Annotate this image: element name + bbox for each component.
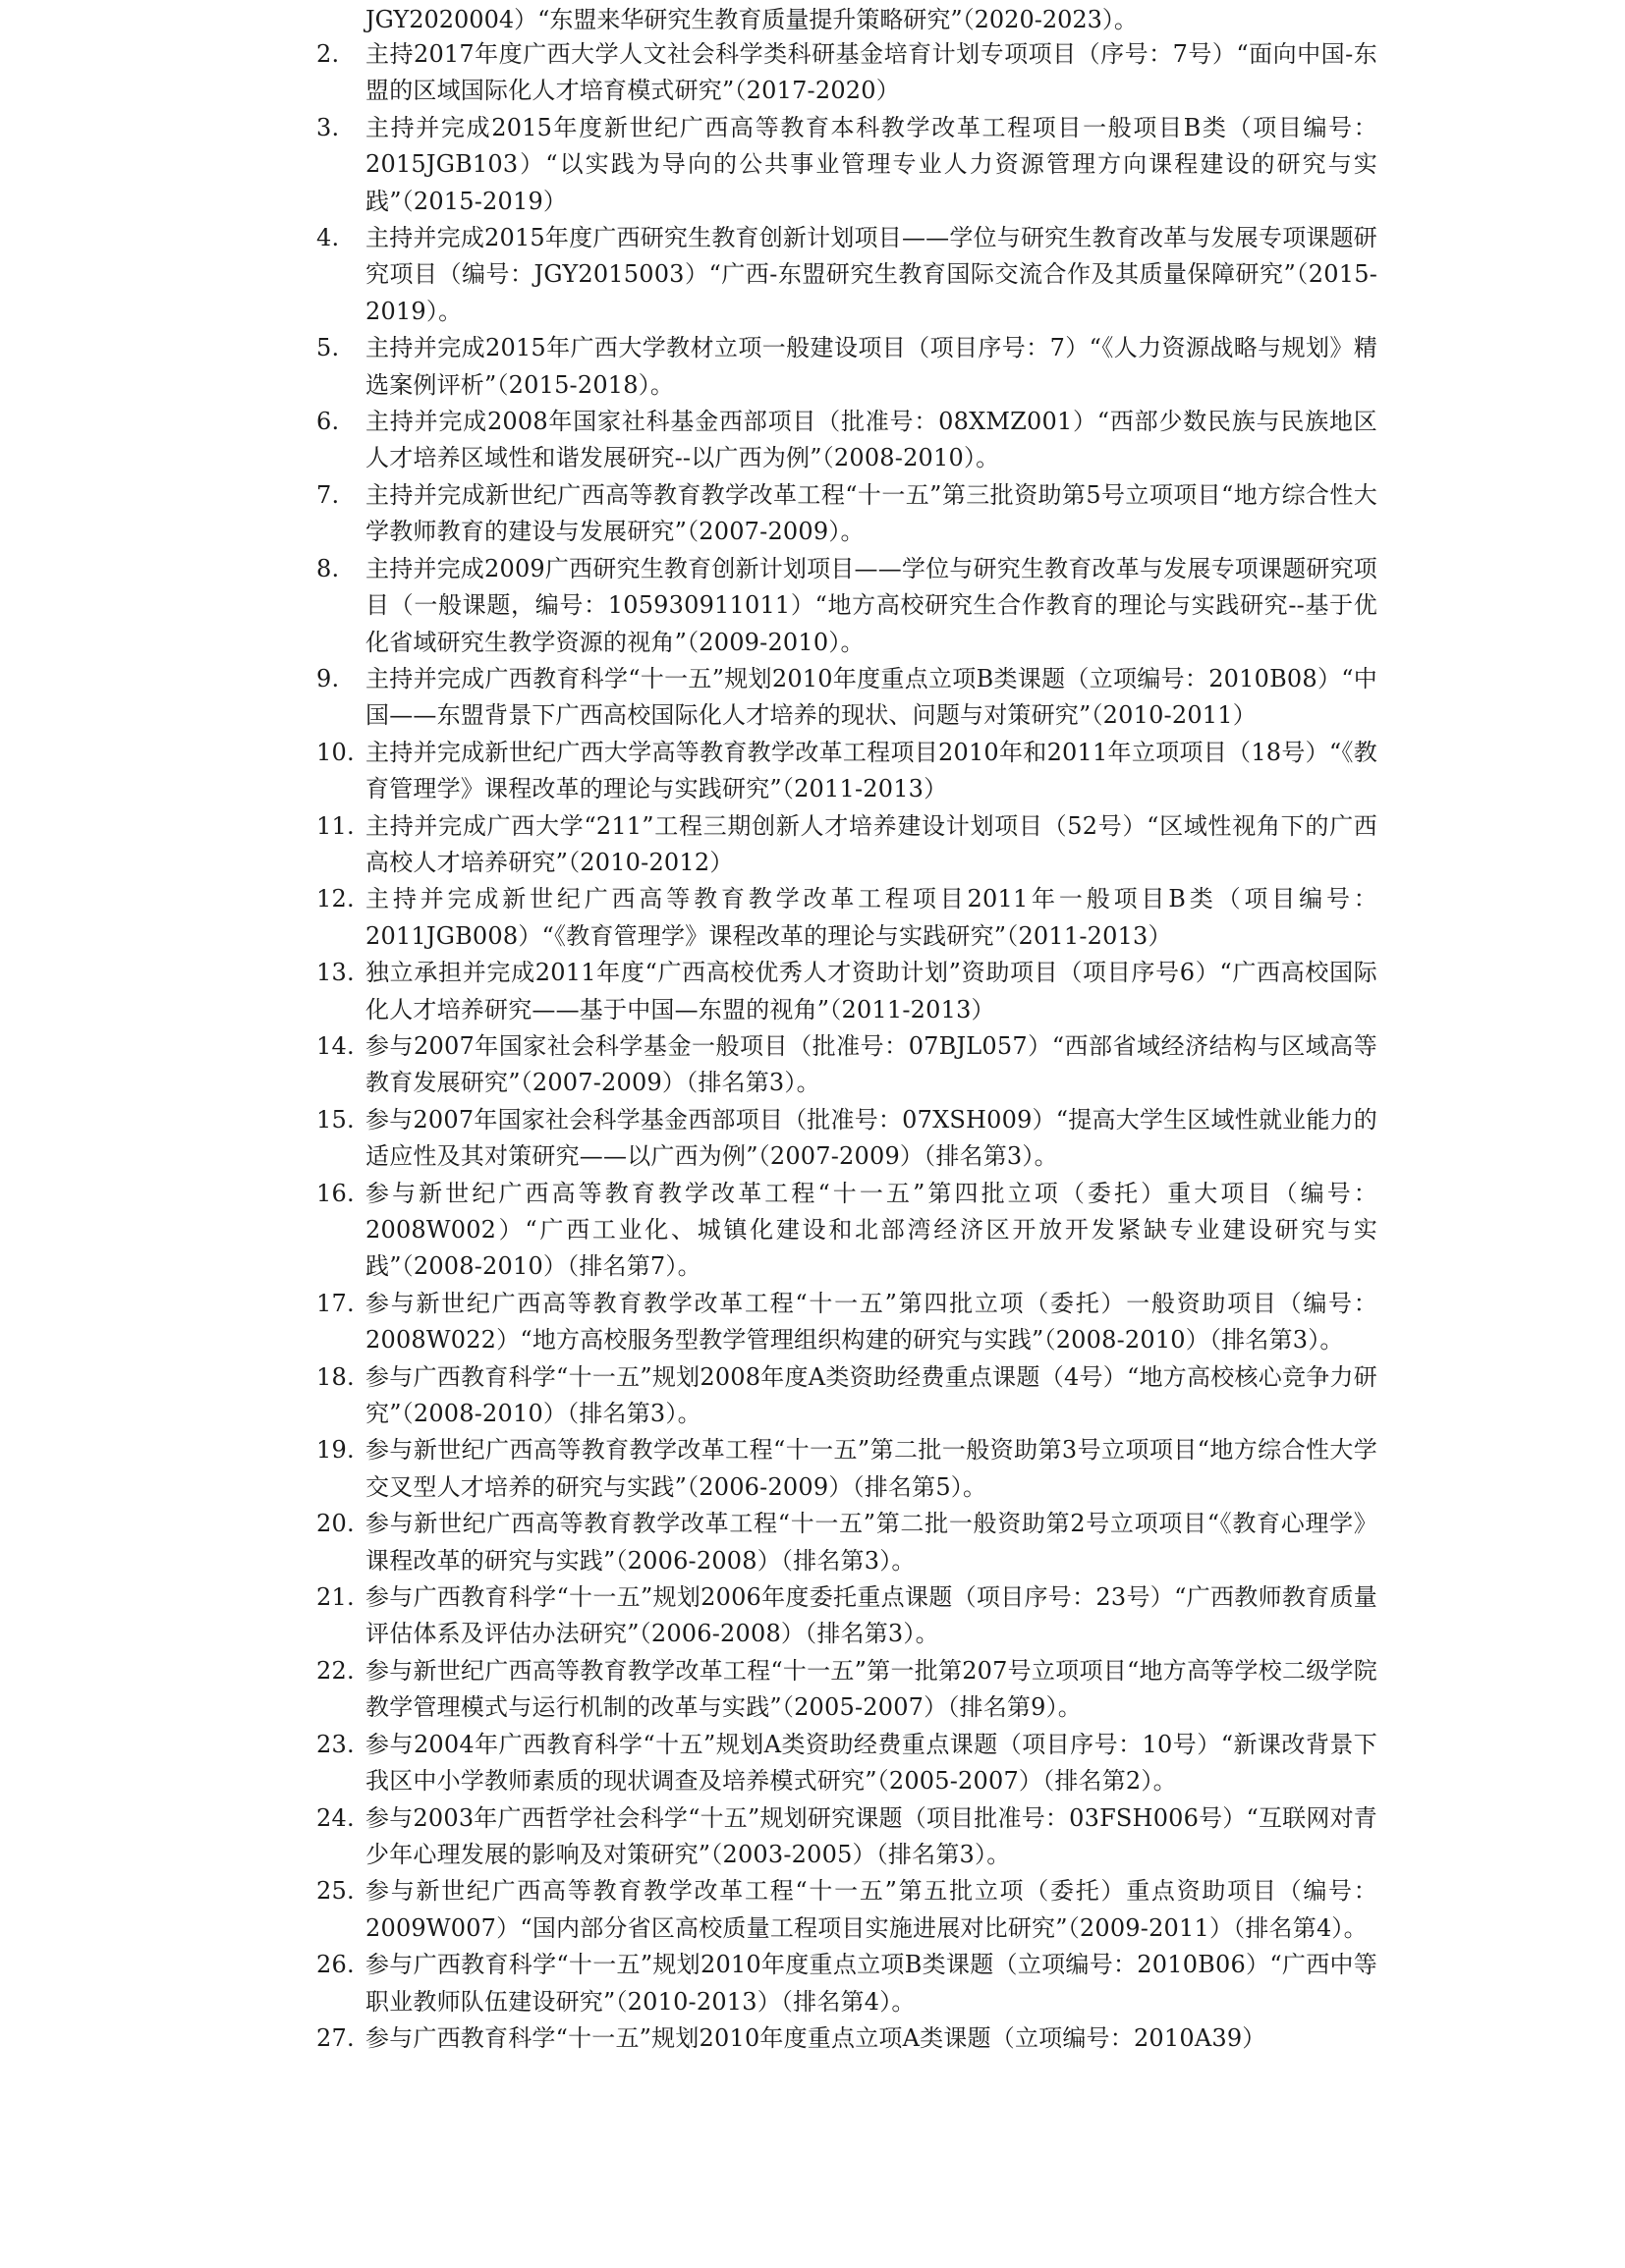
item-number: 12. bbox=[316, 885, 355, 913]
list-item bbox=[316, 404, 1377, 477]
list-item bbox=[316, 1359, 1377, 1433]
item-number: 6. bbox=[316, 408, 340, 436]
item-number: 23. bbox=[316, 1730, 355, 1758]
list-item bbox=[316, 551, 1377, 661]
list-item bbox=[316, 36, 1377, 110]
list-item bbox=[316, 1506, 1377, 1579]
item-number: 17. bbox=[316, 1289, 355, 1317]
list-item bbox=[316, 735, 1377, 808]
item-text: 参与广西教育科学“十一五”规划2006年度委托重点课题（项目序号：23号）“广西教师教育质量评估体系及评估办法研究”（2006-2008）（排名第3）。 bbox=[365, 1583, 1377, 1648]
item-text: 主持并完成2008年国家社科基金西部项目（批准号：08XMZ001）“西部少数民族与民族地区人才培养区域性和谐发展研究--以广西为例”（2008-2010）。 bbox=[365, 408, 1377, 472]
item-number: 15. bbox=[316, 1105, 355, 1134]
item-text: 参与新世纪广西高等教育教学改革工程“十一五”第一批第207号立项项目“地方高等学校二级学院教学管理模式与运行机制的改革与实践”（2005-2007）（排名第9）。 bbox=[365, 1656, 1377, 1722]
item-text: 参与2007年国家社会科学基金西部项目（批准号：07XSH009）“提高大学生区域性就业能力的适应性及其对策研究——以广西为例”（2007-2009）（排名第3）。 bbox=[365, 1105, 1377, 1171]
item-number: 25. bbox=[316, 1877, 355, 1906]
item-text: 主持2017年度广西大学人文社会科学类科研基金培育计划专项项目（序号：7号）“面向中国-东盟的区域国际化人才培育模式研究”（2017-2020） bbox=[365, 40, 1377, 105]
item-number: 19. bbox=[316, 1436, 355, 1465]
list-item bbox=[316, 220, 1377, 330]
item-text: 参与2007年国家社会科学基金一般项目（批准号：07BJL057）“西部省域经济结构与区域高等教育发展研究”（2007-2009）（排名第3）。 bbox=[365, 1031, 1377, 1097]
item-text: 主持并完成广西教育科学“十一五”规划2010年度重点立项B类课题（立项编号：2010B08）“中国——东盟背景下广西高校国际化人才培养的现状、问题与对策研究”（2010-2011） bbox=[365, 664, 1377, 730]
item-text: 参与新世纪广西高等教育教学改革工程“十一五”第二批一般资助第3号立项项目“地方综合性大学交叉型人才培养的研究与实践”（2006-2009）（排名第5）。 bbox=[365, 1436, 1377, 1501]
item-number: 10. bbox=[316, 738, 355, 766]
item-number: 2. bbox=[316, 40, 340, 68]
item-text: 参与2003年广西哲学社会科学“十五”规划研究课题（项目批准号：03FSH006号）“互联网对青少年心理发展的影响及对策研究”（2003-2005）（排名第3）。 bbox=[365, 1803, 1377, 1868]
item-text: 主持并完成2015年度新世纪广西高等教育本科教学改革工程项目一般项目B类（项目编号：2015JGB103）“以实践为导向的公共事业管理专业人力资源管理方向课程建设的研究与实践”（2015-2019） bbox=[365, 113, 1377, 215]
list-item bbox=[316, 1102, 1377, 1176]
item-text: 参与新世纪广西高等教育教学改革工程“十一五”第五批立项（委托）重点资助项目（编号：2009W007）“国内部分省区高校质量工程项目实施进展对比研究”（2009-2011）（排名第4）。 bbox=[365, 1877, 1377, 1942]
item-number: 22. bbox=[316, 1656, 355, 1685]
item-number: 26. bbox=[316, 1951, 355, 1979]
project-list bbox=[316, 36, 1377, 2057]
item-text: 参与2004年广西教育科学“十五”规划A类资助经费重点课题（项目序号：10号）“新课改背景下我区中小学教师素质的现状调查及培养模式研究”（2005-2007）（排名第2）。 bbox=[365, 1730, 1377, 1796]
list-item bbox=[316, 1579, 1377, 1653]
item-number: 14. bbox=[316, 1031, 355, 1060]
item-number: 4. bbox=[316, 224, 340, 252]
list-item bbox=[316, 955, 1377, 1028]
list-item bbox=[316, 2020, 1377, 2057]
item-text: 主持并完成新世纪广西高等教育教学改革工程“十一五”第三批资助第5号立项项目“地方综合性大学教师教育的建设与发展研究”（2007-2009）。 bbox=[365, 480, 1377, 546]
list-item bbox=[316, 330, 1377, 404]
item-number: 11. bbox=[316, 811, 355, 840]
item-text: 主持并完成新世纪广西高等教育教学改革工程项目2011年一般项目B类（项目编号：2011JGB008）“《教育管理学》课程改革的理论与实践研究”（2011-2013） bbox=[365, 885, 1377, 950]
item-number: 5. bbox=[316, 334, 340, 362]
list-item bbox=[316, 1947, 1377, 2020]
item-number: 9. bbox=[316, 664, 340, 692]
item-text: 参与新世纪广西高等教育教学改革工程“十一五”第二批一般资助第2号立项项目“《教育心理学》课程改革的研究与实践”（2006-2008）（排名第3）。 bbox=[365, 1510, 1377, 1575]
item-text: 主持并完成2009广西研究生教育创新计划项目——学位与研究生教育改革与发展专项课题研究项目（一般课题，编号：105930911011）“地方高校研究生合作教育的理论与实践研究--基于优化省域研究生教学资源的视角”（2009-2010）。 bbox=[365, 554, 1377, 656]
item-text: 参与广西教育科学“十一五”规划2008年度A类资助经费重点课题（4号）“地方高校核心竞争力研究”（2008-2010）（排名第3）。 bbox=[365, 1362, 1377, 1428]
item-number: 27. bbox=[316, 2023, 355, 2052]
list-item bbox=[316, 1653, 1377, 1727]
item-number: 18. bbox=[316, 1362, 355, 1391]
list-item bbox=[316, 1432, 1377, 1506]
list-item bbox=[316, 1286, 1377, 1359]
list-item bbox=[316, 1873, 1377, 1947]
item-text: 主持并完成广西大学“211”工程三期创新人才培养建设计划项目（52号）“区域性视角下的广西高校人才培养研究”（2010-2012） bbox=[365, 811, 1377, 876]
item-number: 20. bbox=[316, 1510, 355, 1538]
item-text: 参与广西教育科学“十一五”规划2010年度重点立项A类课题（立项编号：2010A39） bbox=[365, 2023, 1266, 2052]
list-item bbox=[316, 1176, 1377, 1286]
item-text: 参与新世纪广西高等教育教学改革工程“十一五”第四批立项（委托）重大项目（编号：2008W002）“广西工业化、城镇化建设和北部湾经济区开放开发紧缺专业建设研究与实践”（2008-2010）（排名第7）。 bbox=[365, 1179, 1377, 1281]
item-text: 参与广西教育科学“十一五”规划2010年度重点立项B类课题（立项编号：2010B06）“广西中等职业教师队伍建设研究”（2010-2013）（排名第4）。 bbox=[365, 1951, 1377, 2016]
item-text: 主持并完成2015年广西大学教材立项一般建设项目（项目序号：7）“《人力资源战略与规划》精选案例评析”（2015-2018）。 bbox=[365, 334, 1377, 399]
list-item bbox=[316, 1028, 1377, 1102]
item-text: 主持并完成新世纪广西大学高等教育教学改革工程项目2010年和2011年立项项目（18号）“《教育管理学》课程改革的理论与实践研究”（2011-2013） bbox=[365, 738, 1377, 803]
item-number: 21. bbox=[316, 1583, 355, 1612]
list-item bbox=[316, 1800, 1377, 1874]
item-number: 3. bbox=[316, 113, 340, 141]
item-number: 8. bbox=[316, 554, 340, 582]
list-item bbox=[316, 881, 1377, 955]
item-text: 参与新世纪广西高等教育教学改革工程“十一五”第四批立项（委托）一般资助项目（编号：2008W022）“地方高校服务型教学管理组织构建的研究与实践”（2008-2010）（排名第3）。 bbox=[365, 1289, 1377, 1355]
item-text: 主持并完成2015年度广西研究生教育创新计划项目——学位与研究生教育改革与发展专项课题研究项目（编号：JGY2015003）“广西-东盟研究生教育国际交流合作及其质量保障研究”（2015-2019）。 bbox=[365, 224, 1378, 325]
item-number: 24. bbox=[316, 1803, 355, 1832]
item-number: 7. bbox=[316, 480, 340, 509]
list-item bbox=[316, 1727, 1377, 1800]
list-item bbox=[316, 477, 1377, 551]
item-number: 16. bbox=[316, 1179, 355, 1207]
list-item bbox=[316, 808, 1377, 882]
list-item bbox=[316, 110, 1377, 220]
item-number: 13. bbox=[316, 959, 355, 987]
list-item bbox=[316, 661, 1377, 735]
item-text: 独立承担并完成2011年度“广西高校优秀人才资助计划”资助项目（项目序号6）“广西高校国际化人才培养研究——基于中国—东盟的视角”（2011-2013） bbox=[365, 959, 1377, 1023]
continued-item-text: JGY2020004）“东盟来华研究生教育质量提升策略研究”（2020-2023）。 bbox=[365, 6, 1138, 33]
